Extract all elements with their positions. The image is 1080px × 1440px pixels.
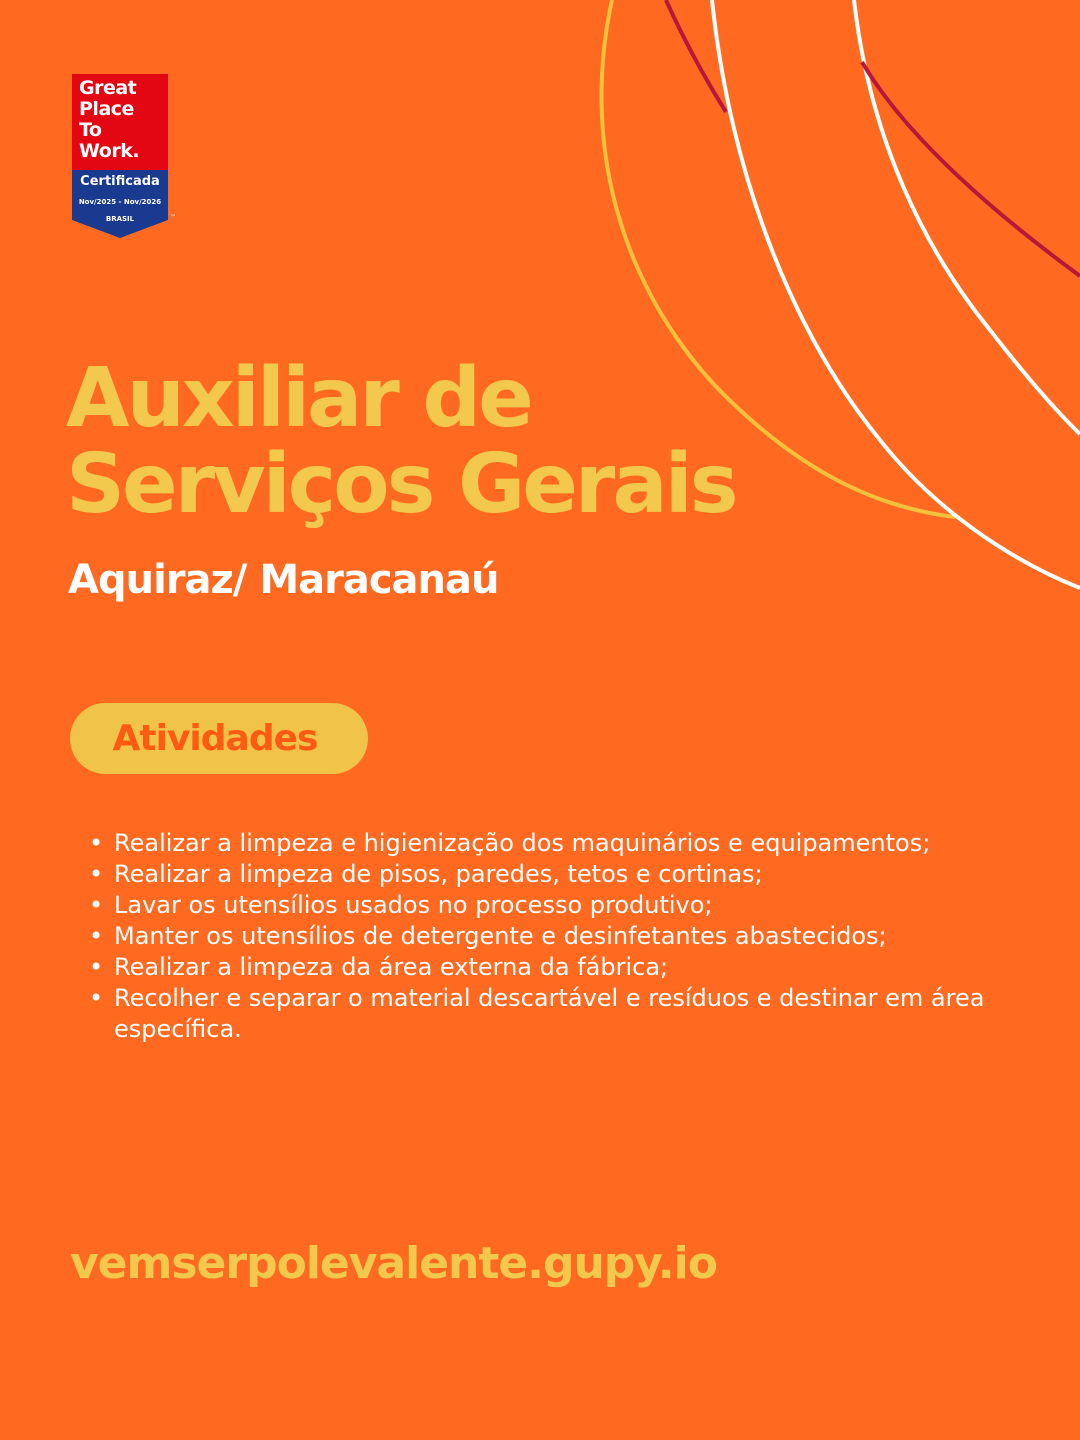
bullet-icon: • — [89, 891, 104, 919]
badge-line-great: Great — [79, 77, 137, 99]
badge-trademark: ™ — [170, 214, 176, 221]
bullet-icon: • — [89, 922, 104, 950]
badge-line-place: Place — [79, 98, 134, 120]
badge-country: BRASIL — [105, 215, 135, 223]
badge-certified-label: Certificada — [80, 174, 160, 189]
activities-section-label: Atividades — [112, 718, 318, 759]
bullet-icon: • — [89, 829, 104, 857]
activity-item — [86, 952, 1026, 983]
white-arc-inner — [854, 0, 1080, 434]
activity-item — [86, 983, 1026, 1045]
job-title-line-1: Auxiliar de — [66, 351, 531, 446]
activity-text: Recolher e separar o material descartável e resíduos e destinar em área específica. — [114, 984, 985, 1043]
activity-item — [86, 828, 1026, 859]
badge-period: Nov/2025 - Nov/2026 — [78, 198, 162, 206]
white-arc-outer — [712, 0, 1080, 588]
activity-item — [86, 890, 1026, 921]
activity-text: Manter os utensílios de detergente e desinfetantes abastecidos; — [114, 922, 887, 950]
activities-list — [86, 828, 1026, 1045]
bullet-icon: • — [89, 953, 104, 981]
great-place-to-work-badge — [72, 74, 176, 238]
crimson-arc-right — [862, 62, 1080, 276]
crimson-arc-left — [666, 0, 726, 112]
activity-text: Realizar a limpeza de pisos, paredes, tetos e cortinas; — [114, 860, 763, 888]
activity-item — [86, 859, 1026, 890]
activity-text: Realizar a limpeza da área externa da fábrica; — [114, 953, 669, 981]
job-title — [66, 351, 736, 532]
activity-text: Lavar os utensílios usados no processo produtivo; — [114, 891, 713, 919]
job-location: Aquiraz/ Maracanaú — [68, 557, 499, 603]
job-title-line-2: Serviços Gerais — [66, 437, 736, 532]
bullet-icon: • — [89, 860, 104, 888]
bullet-icon: • — [89, 984, 104, 1012]
badge-line-to: To — [79, 119, 102, 141]
careers-url: vemserpolevalente.gupy.io — [70, 1238, 717, 1289]
activity-text: Realizar a limpeza e higienização dos maquinários e equipamentos; — [114, 829, 931, 857]
activities-section-pill — [70, 703, 368, 774]
badge-line-work: Work. — [79, 140, 140, 162]
activity-item — [86, 921, 1026, 952]
